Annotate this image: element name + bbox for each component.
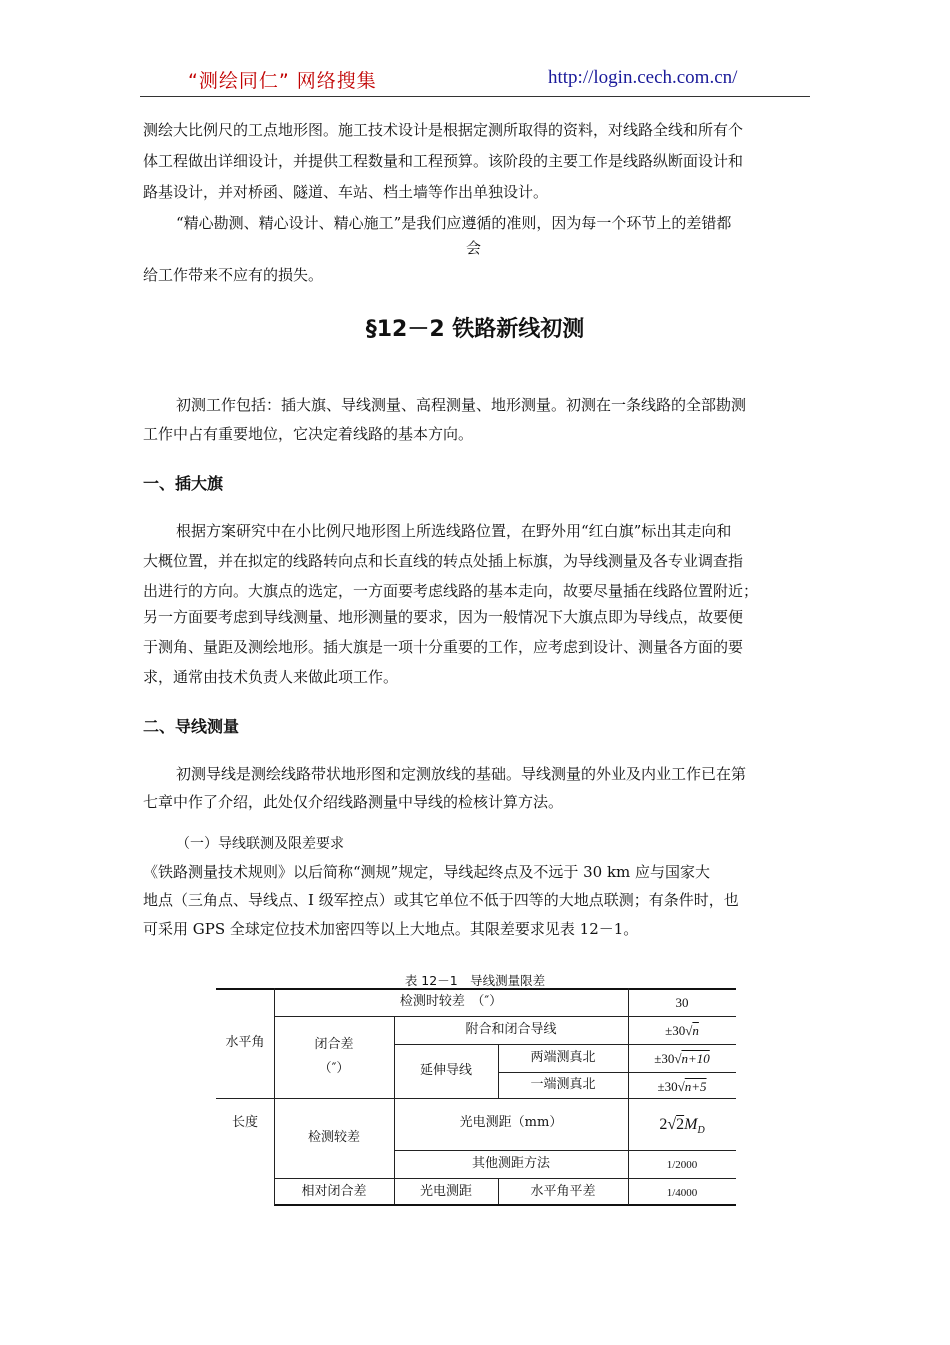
cell-check-diff-value: 30: [675, 995, 689, 1010]
table-rule: [394, 1150, 736, 1151]
cell-closure-unit: （″）: [318, 1061, 350, 1076]
cell-extended: 延伸导线: [419, 1063, 472, 1078]
formula-subscript: D: [697, 1125, 705, 1137]
section1-line-3: 出进行的方向。大旗点的选定，一方面要考虑线路的基本走向，故要尽量插在线路位置附近；: [143, 582, 759, 600]
cell-horizontal-angle: 水平角: [225, 1035, 265, 1050]
cell-horizontal-adjust: 水平角平差: [530, 1184, 596, 1199]
formula-radicand: n+5: [684, 1079, 707, 1094]
cell-both-ends: 两端测真北: [530, 1050, 596, 1065]
section2-line-5: 可采用 GPS 全球定位技术加密四等以上大地点。其限差要求见表 12－1。: [143, 920, 639, 938]
intro-line-3: 路基设计，并对桥函、隧道、车站、档土墙等作出单独设计。: [143, 183, 549, 201]
table-col-rule: [274, 988, 275, 1205]
table-rule: [216, 1098, 736, 1099]
section2-line-3: 《铁路测量技术规则》以后简称“测规”规定，导线起终点及不远于 30 km 应与国家大: [143, 863, 711, 881]
sqrt-icon: √: [674, 1051, 682, 1066]
site-name: “测绘同仁” 网络搜集: [188, 70, 377, 92]
cell-both-ends-formula: [628, 1050, 736, 1068]
table-rule: [274, 1016, 736, 1017]
section1-line-5: 于测角、量距及测绘地形。插大旗是一项十分重要的工作，应考虑到设计、测量各方面的要: [143, 638, 744, 656]
cell-relative-closure: 相对闭合差: [301, 1184, 367, 1199]
cell-one-end-formula: [628, 1078, 736, 1096]
cell-attached-closed-formula: [628, 1022, 736, 1040]
cell-edm-formula: [628, 1116, 736, 1140]
table-caption: 表 12－1 导线测量限差: [404, 973, 546, 988]
cell-other-methods-value: 1/2000: [666, 1159, 698, 1171]
table-rule: [498, 1072, 736, 1073]
section-title: §12－2 铁路新线初测: [365, 317, 585, 342]
section2-line-2: 七章中作了介绍，此处仅介绍线路测量中导线的检核计算方法。: [143, 793, 564, 811]
table-col-rule: [394, 1016, 395, 1204]
table-top-rule: [216, 988, 736, 990]
section1-line-4: 另一方面要考虑到导线测量、地形测量的要求，因为一般情况下大旗点即为导线点，故要便: [143, 608, 744, 626]
formula-coefficient: ±30: [665, 1023, 686, 1038]
sqrt-icon: √: [677, 1079, 685, 1094]
cell-edm: 光电测距（mm）: [459, 1115, 563, 1130]
cell-one-end: 一端测真北: [530, 1077, 596, 1092]
overview-line-2: 工作中占有重要地位，它决定着线路的基本方向。: [143, 425, 474, 443]
cell-check-diff: 检测时较差 （″）: [399, 994, 503, 1009]
cell-attached-closed: 附合和闭合导线: [465, 1022, 557, 1037]
section2-subheading: （一）导线联测及限差要求: [176, 836, 344, 852]
formula-radicand: n: [692, 1023, 699, 1038]
intro-line-2: 体工程做出详细设计，并提供工程数量和工程预算。该阶段的主要工作是线路纵断面设计和: [143, 152, 744, 170]
traverse-limits-table: [216, 988, 736, 1206]
intro-line-5: 会: [466, 239, 482, 257]
cell-other-methods: 其他测距方法: [471, 1156, 550, 1171]
section1-line-1: 根据方案研究中在小比例尺地形图上所选线路位置，在野外用“红白旗”标出其走向和: [176, 522, 732, 540]
formula-coefficient: ±30: [654, 1051, 675, 1066]
cell-closure: 闭合差: [314, 1037, 354, 1052]
cell-length: 长度: [231, 1115, 258, 1130]
section2-line-4: 地点（三角点、导线点、I 级军控点）或其它单位不低于四等的大地点联测；有条件时，也: [143, 891, 739, 909]
formula-variable: M: [684, 1116, 698, 1133]
page-header: [140, 66, 810, 97]
table-bottom-rule: [274, 1204, 736, 1206]
table-rule: [394, 1044, 736, 1045]
formula-radicand: 2: [676, 1116, 685, 1133]
overview-line-1: 初测工作包括：插大旗、导线测量、高程测量、地形测量。初测在一条线路的全部勘测: [176, 396, 747, 414]
section2-heading: 二、导线测量: [143, 717, 240, 736]
section2-line-1: 初测导线是测绘线路带状地形图和定测放线的基础。导线测量的外业及内业工作已在第: [176, 765, 747, 783]
cell-edm-short: 光电测距: [419, 1184, 472, 1199]
section1-line-2: 大概位置，并在拟定的线路转向点和长直线的转点处插上标旗，为导线测量及各专业调查指: [143, 552, 744, 570]
sqrt-icon: √: [667, 1116, 677, 1133]
cell-relative-value: 1/4000: [666, 1187, 698, 1199]
sqrt-icon: √: [685, 1023, 693, 1038]
section1-line-6: 求，通常由技术负责人来做此项工作。: [143, 668, 399, 686]
section1-heading: 一、插大旗: [143, 474, 224, 493]
formula-radicand: n+10: [681, 1051, 710, 1066]
cell-check-length: 检测较差: [307, 1130, 360, 1145]
intro-line-1: 测绘大比例尺的工点地形图。施工技术设计是根据定测所取得的资料，对线路全线和所有个: [143, 121, 744, 139]
table-rule: [274, 1178, 736, 1179]
intro-line-4: “精心勘测、精心设计、精心施工”是我们应遵循的准则，因为每一个环节上的差错都: [176, 214, 732, 232]
formula-coefficient: 2: [659, 1116, 668, 1133]
intro-line-6: 给工作带来不应有的损失。: [143, 266, 324, 284]
formula-coefficient: ±30: [657, 1079, 678, 1094]
site-url[interactable]: http://login.cech.com.cn/: [548, 67, 738, 88]
